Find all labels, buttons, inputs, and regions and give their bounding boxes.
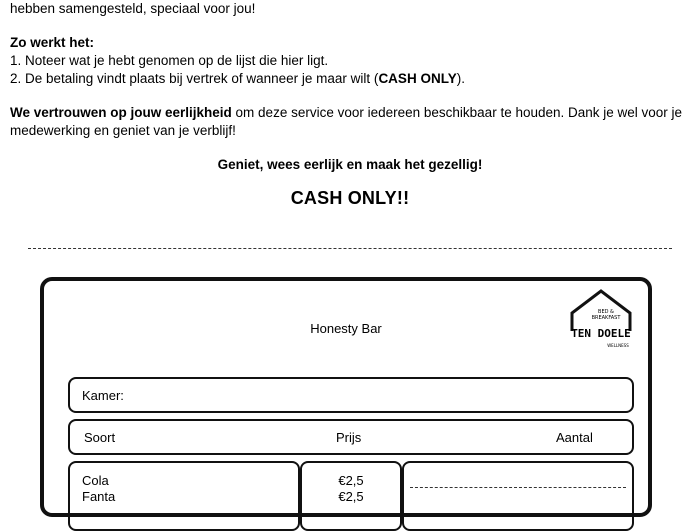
list-item: Fanta [82, 489, 116, 504]
column-aantal: Aantal [556, 430, 593, 445]
room-label: Kamer: [82, 387, 124, 403]
column-soort: Soort [84, 430, 116, 445]
card-title: Honesty Bar [310, 321, 382, 336]
column-prijs: Prijs [336, 430, 362, 445]
cut-line-divider [28, 248, 672, 249]
quantity-column[interactable] [402, 461, 634, 531]
svg-text:WELLNESS: WELLNESS [607, 343, 629, 348]
table-header [68, 419, 634, 455]
list-item-price: €2,5 [338, 473, 364, 488]
trust-paragraph: We vertrouwen op jouw eerlijkheid om deze service voor iedereen beschikbaar te houden. Dank je wel voor je medewerking en geniet van je verblijf! [10, 105, 683, 138]
instructions-text [10, 0, 690, 174]
items-column [68, 461, 300, 531]
list-item: Cola [82, 473, 109, 488]
list-item-price: €2,5 [338, 489, 364, 504]
intro-line: hebben samengesteld, speciaal voor jou! [10, 1, 256, 16]
quantity-write-line[interactable] [410, 487, 626, 488]
trust-bold: We vertrouwen op jouw eerlijkheid [10, 105, 232, 120]
price-column [300, 461, 402, 531]
house-outline-icon [566, 287, 636, 357]
svg-text:TEN DOELE: TEN DOELE [571, 327, 631, 340]
svg-text:BREAKFAST: BREAKFAST [591, 315, 621, 321]
svg-text:BED &: BED & [598, 309, 614, 315]
honesty-bar-card [40, 277, 652, 517]
step-1: 1. Noteer wat je hebt genomen op de lijst die hier ligt. [10, 53, 329, 68]
ten-doele-logo [566, 287, 636, 357]
step-2: 2. De betaling vindt plaats bij vertrek of wanneer je maar wilt (CASH ONLY). [10, 71, 465, 86]
room-field[interactable] [68, 377, 634, 413]
cash-only-heading: CASH ONLY!! [290, 188, 410, 208]
how-title: Zo werkt het: [10, 35, 95, 50]
cash-only-inline: CASH ONLY [378, 71, 457, 86]
slogan: Geniet, wees eerlijk en maak het gezellig! [217, 157, 483, 172]
